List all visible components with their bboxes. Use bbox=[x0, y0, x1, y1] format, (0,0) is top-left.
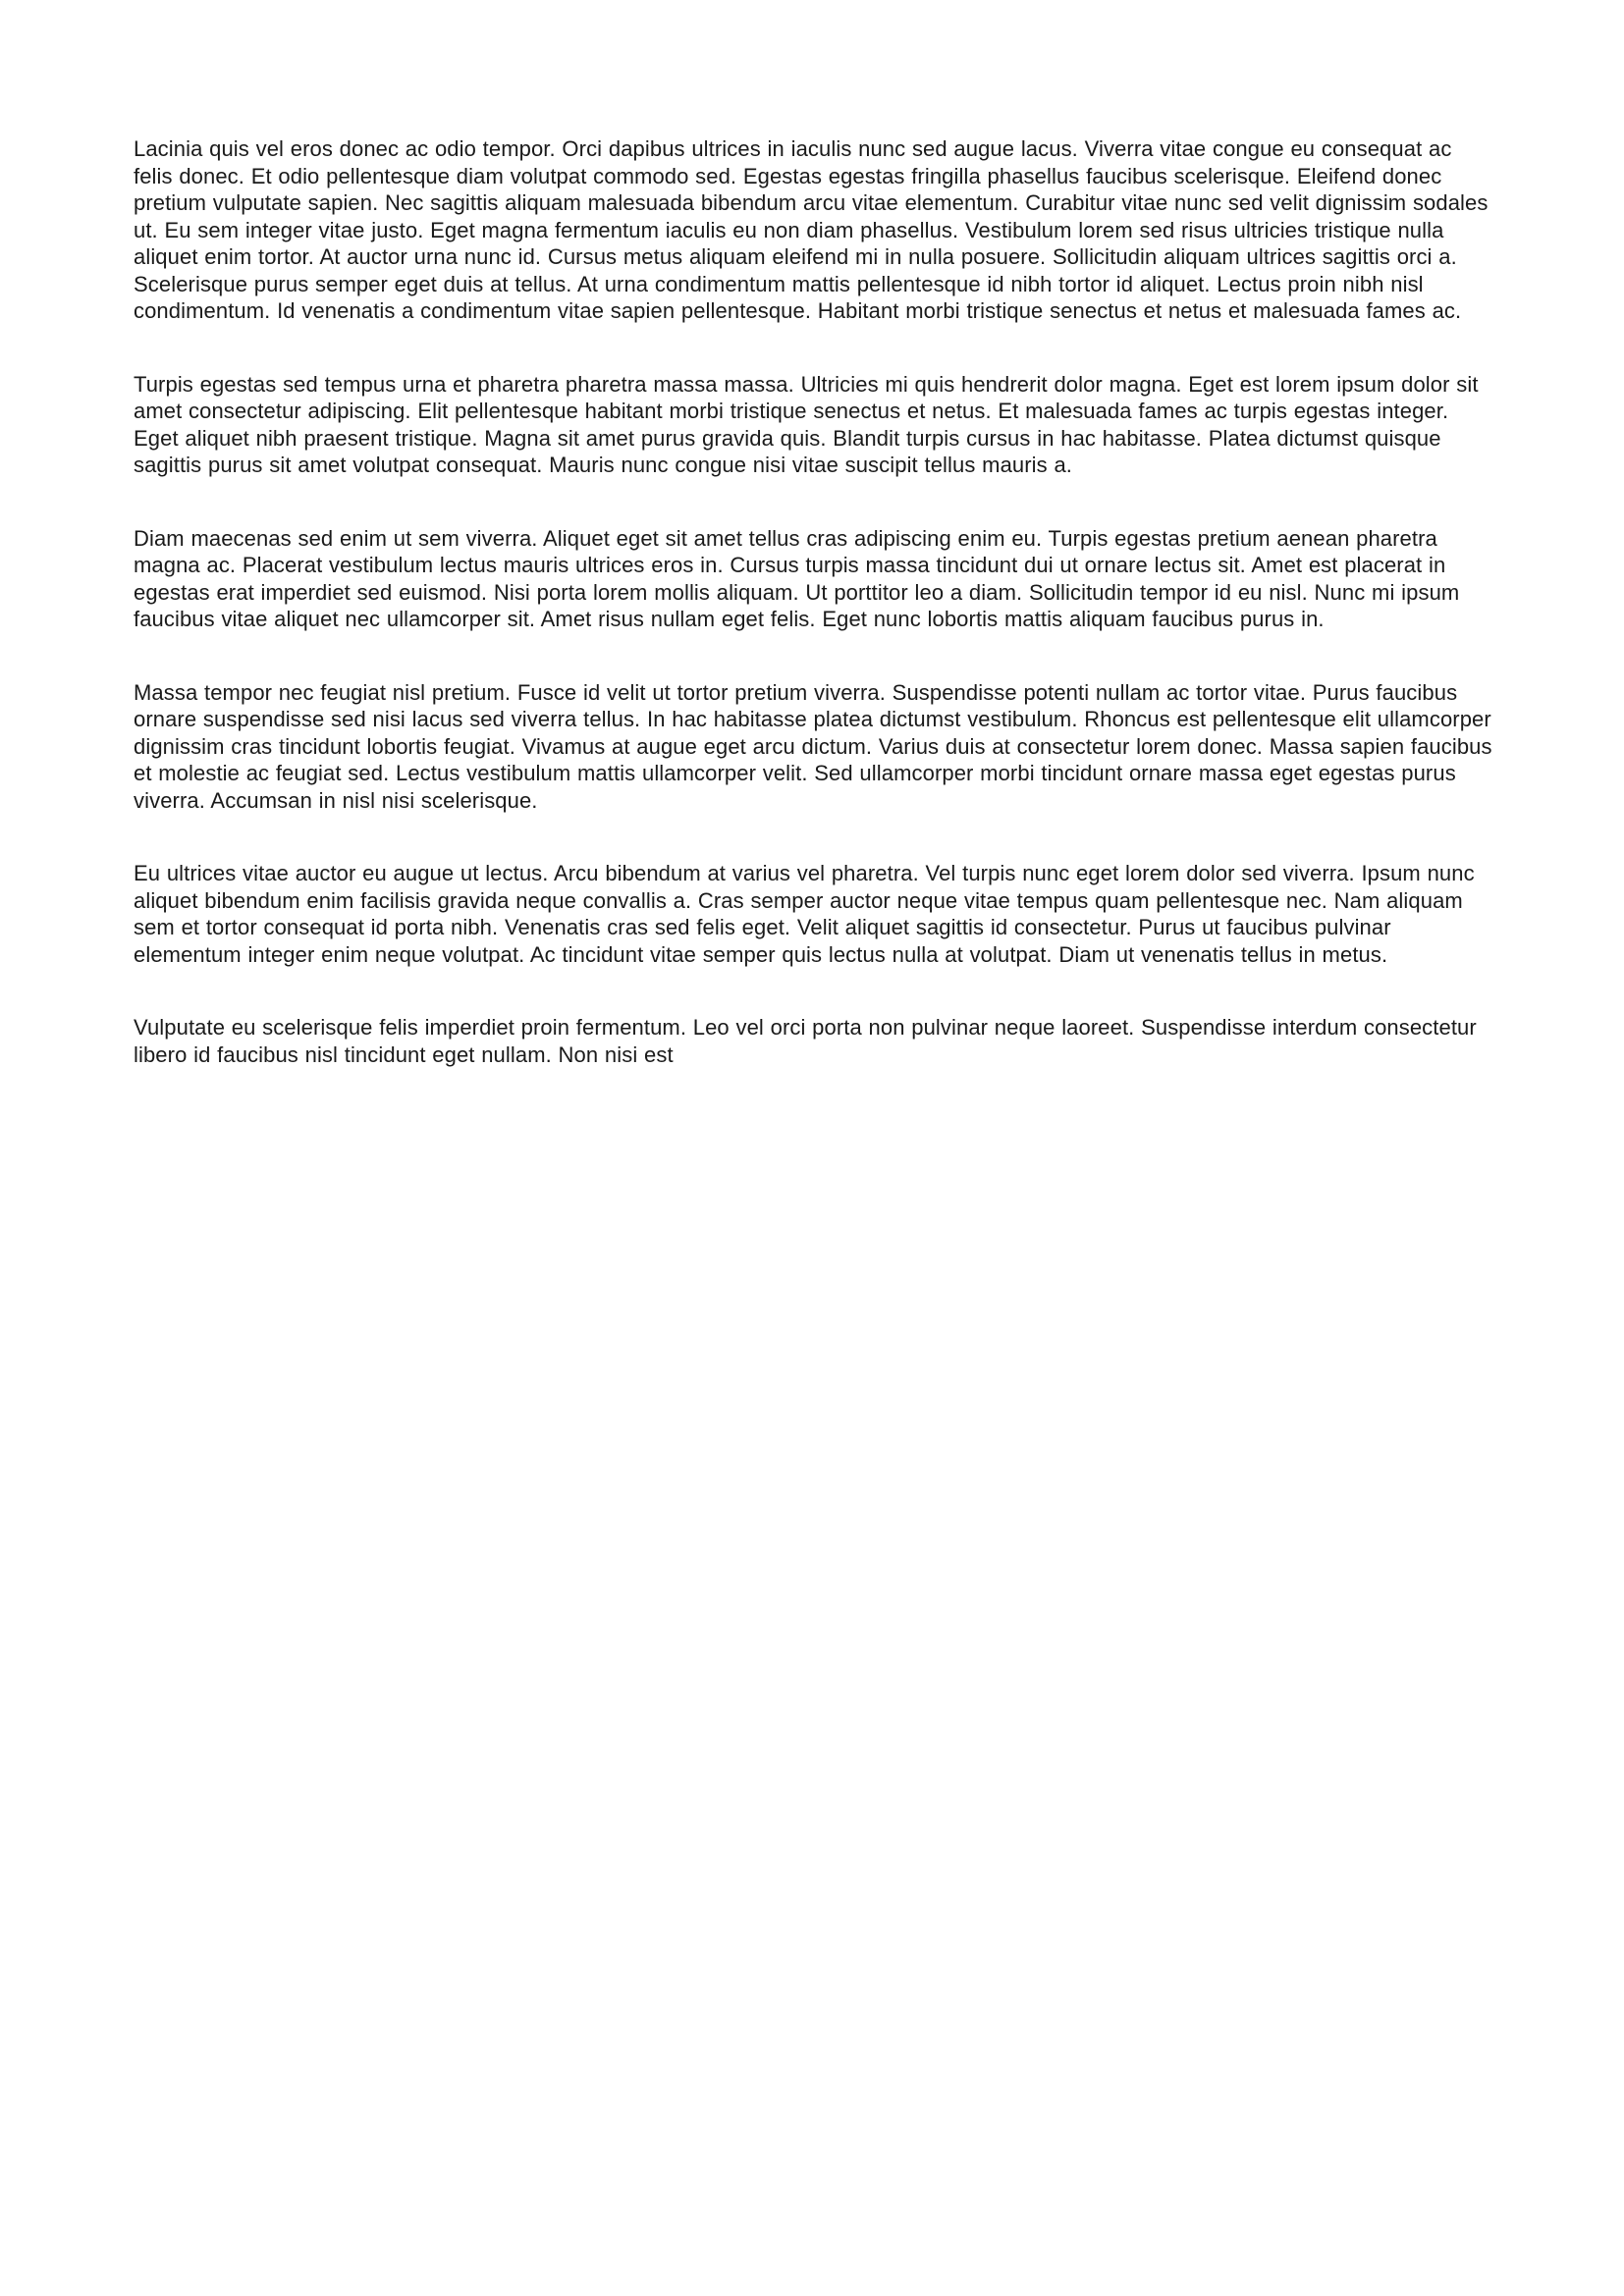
paragraph: Lacinia quis vel eros donec ac odio tempor. Orci dapibus ultrices in iaculis nunc sed augue lacus. Viverra vitae congue eu consequat ac felis donec. Et odio pellentesque diam volutpat commodo sed. Egestas egestas fringilla phasellus faucibus scelerisque. Eleifend donec pretium vulputate sapien. Nec sagittis aliquam malesuada bibendum arcu vitae elementum. Curabitur vitae nunc sed velit dignissim sodales ut. Eu sem integer vitae justo. Eget magna fermentum iaculis eu non diam phasellus. Vestibulum lorem sed risus ultricies tristique nulla aliquet enim tortor. At auctor urna nunc id. Cursus metus aliquam eleifend mi in nulla posuere. Sollicitudin aliquam ultrices sagittis orci a. Scelerisque purus semper eget duis at tellus. At urna condimentum mattis pellentesque id nibh tortor id aliquet. Lectus proin nibh nisl condimentum. Id venenatis a condimentum vitae sapien pellentesque. Habitant morbi tristique senectus et netus et malesuada fames ac. bbox=[134, 136, 1489, 323]
document-body bbox=[134, 135, 1492, 1068]
paragraph: Diam maecenas sed enim ut sem viverra. Aliquet eget sit amet tellus cras adipiscing enim eu. Turpis egestas pretium aenean pharetra magna ac. Placerat vestibulum lectus mauris ultrices eros in. Cursus turpis massa tincidunt dui ut ornare lectus sit. Amet est placerat in egestas erat imperdiet sed euismod. Nisi porta lorem mollis aliquam. Ut porttitor leo a diam. Sollicitudin tempor id eu nisl. Nunc mi ipsum faucibus vitae aliquet nec ullamcorper sit. Amet risus nullam eget felis. Eget nunc lobortis mattis aliquam faucibus purus in. bbox=[134, 525, 1460, 631]
paragraph: Massa tempor nec feugiat nisl pretium. Fusce id velit ut tortor pretium viverra. Suspendisse potenti nullam ac tortor vitae. Purus faucibus ornare suspendisse sed nisi lacus sed viverra tellus. In hac habitasse platea dictumst vestibulum. Rhoncus est pellentesque elit ullamcorper dignissim cras tincidunt lobortis feugiat. Vivamus at augue eget arcu dictum. Varius duis at consectetur lorem donec. Massa sapien faucibus et molestie ac feugiat sed. Lectus vestibulum mattis ullamcorper velit. Sed ullamcorper morbi tincidunt ornare massa eget egestas purus viverra. Accumsan in nisl nisi scelerisque. bbox=[134, 679, 1492, 813]
paragraph: Vulputate eu scelerisque felis imperdiet proin fermentum. Leo vel orci porta non pulvinar neque laoreet. Suspendisse interdum consectetur libero id faucibus nisl tincidunt eget nullam. Non nisi est bbox=[134, 1015, 1477, 1067]
paragraph: Turpis egestas sed tempus urna et pharetra pharetra massa massa. Ultricies mi quis hendrerit dolor magna. Eget est lorem ipsum dolor sit amet consectetur adipiscing. Elit pellentesque habitant morbi tristique senectus et netus. Et malesuada fames ac turpis egestas integer. Eget aliquet nibh praesent tristique. Magna sit amet purus gravida quis. Blandit turpis cursus in hac habitasse. Platea dictumst quisque sagittis purus sit amet volutpat consequat. Mauris nunc congue nisi vitae suscipit tellus mauris a. bbox=[134, 371, 1479, 477]
paragraph: Eu ultrices vitae auctor eu augue ut lectus. Arcu bibendum at varius vel pharetra. Vel turpis nunc eget lorem dolor sed viverra. Ipsum nunc aliquet bibendum enim facilisis gravida neque convallis a. Cras semper auctor neque vitae tempus quam pellentesque nec. Nam aliquam sem et tortor consequat id porta nibh. Venenatis cras sed felis eget. Velit aliquet sagittis id consectetur. Purus ut faucibus pulvinar elementum integer enim neque volutpat. Ac tincidunt vitae semper quis lectus nulla at volutpat. Diam ut venenatis tellus in metus. bbox=[134, 861, 1475, 967]
